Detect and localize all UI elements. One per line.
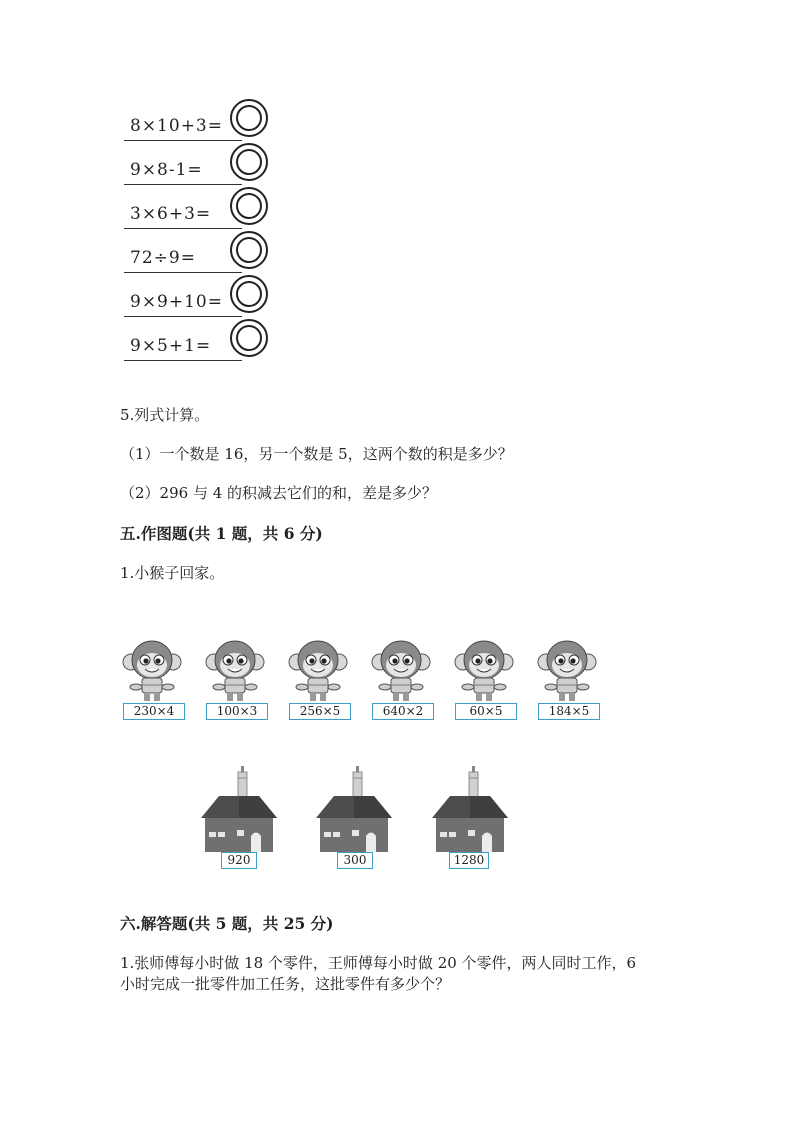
house-label[interactable]: 1280 bbox=[449, 852, 489, 869]
answer-circle[interactable] bbox=[230, 143, 268, 181]
answer-circle[interactable] bbox=[230, 99, 268, 137]
monkey-label[interactable]: 100×3 bbox=[206, 703, 268, 720]
equation-line bbox=[124, 228, 242, 229]
equation-line bbox=[124, 316, 242, 317]
monkey-icon bbox=[537, 638, 597, 702]
house-icon bbox=[201, 766, 277, 852]
answer-circle[interactable] bbox=[230, 231, 268, 269]
question-item: （2）296 与 4 的积减去它们的和，差是多少？ bbox=[120, 484, 438, 502]
monkey-icon bbox=[454, 638, 514, 702]
answer-circle-inner bbox=[236, 281, 262, 307]
monkey-label[interactable]: 230×4 bbox=[123, 703, 185, 720]
monkey-icon bbox=[371, 638, 431, 702]
equation-row bbox=[124, 143, 284, 187]
equation-line bbox=[124, 140, 242, 141]
monkey-icon bbox=[122, 638, 182, 702]
question-text: 小时完成一批零件加工任务，这批零件有多少个？ bbox=[120, 975, 451, 993]
question-title: 5.列式计算。 bbox=[120, 406, 210, 424]
question-item: （1）一个数是 16，另一个数是 5，这两个数的积是多少？ bbox=[120, 445, 513, 463]
section-heading: 五.作图题(共 1 题，共 6 分) bbox=[120, 524, 323, 543]
equation-row bbox=[124, 231, 284, 275]
equation-row bbox=[124, 99, 284, 143]
answer-circle[interactable] bbox=[230, 187, 268, 225]
house-icon bbox=[432, 766, 508, 852]
equation-row bbox=[124, 319, 284, 363]
monkey-label[interactable]: 640×2 bbox=[372, 703, 434, 720]
answer-circle-inner bbox=[236, 325, 262, 351]
equation-row bbox=[124, 275, 284, 319]
house-icon bbox=[316, 766, 392, 852]
question-title: 1.小猴子回家。 bbox=[120, 564, 225, 582]
equation-text: 9×8-1= bbox=[130, 160, 203, 180]
monkey-label[interactable]: 60×5 bbox=[455, 703, 517, 720]
answer-circle-inner bbox=[236, 105, 262, 131]
equation-text: 9×9+10= bbox=[130, 292, 223, 312]
equation-row bbox=[124, 187, 284, 231]
answer-circle-inner bbox=[236, 237, 262, 263]
house-label[interactable]: 300 bbox=[337, 852, 373, 869]
question-text: 1.张师傅每小时做 18 个零件，王师傅每小时做 20 个零件，两人同时工作，6 bbox=[120, 954, 637, 972]
answer-circle[interactable] bbox=[230, 319, 268, 357]
section-heading: 六.解答题(共 5 题，共 25 分) bbox=[120, 914, 334, 933]
equation-text: 72÷9= bbox=[130, 248, 196, 268]
equation-line bbox=[124, 272, 242, 273]
equation-text: 8×10+3= bbox=[130, 116, 223, 136]
equation-line bbox=[124, 184, 242, 185]
monkey-icon bbox=[288, 638, 348, 702]
answer-circle[interactable] bbox=[230, 275, 268, 313]
equation-text: 9×5+1= bbox=[130, 336, 212, 356]
equation-text: 3×6+3= bbox=[130, 204, 212, 224]
monkey-label[interactable]: 184×5 bbox=[538, 703, 600, 720]
answer-circle-inner bbox=[236, 193, 262, 219]
equation-line bbox=[124, 360, 242, 361]
monkey-label[interactable]: 256×5 bbox=[289, 703, 351, 720]
house-label[interactable]: 920 bbox=[221, 852, 257, 869]
monkey-icon bbox=[205, 638, 265, 702]
answer-circle-inner bbox=[236, 149, 262, 175]
